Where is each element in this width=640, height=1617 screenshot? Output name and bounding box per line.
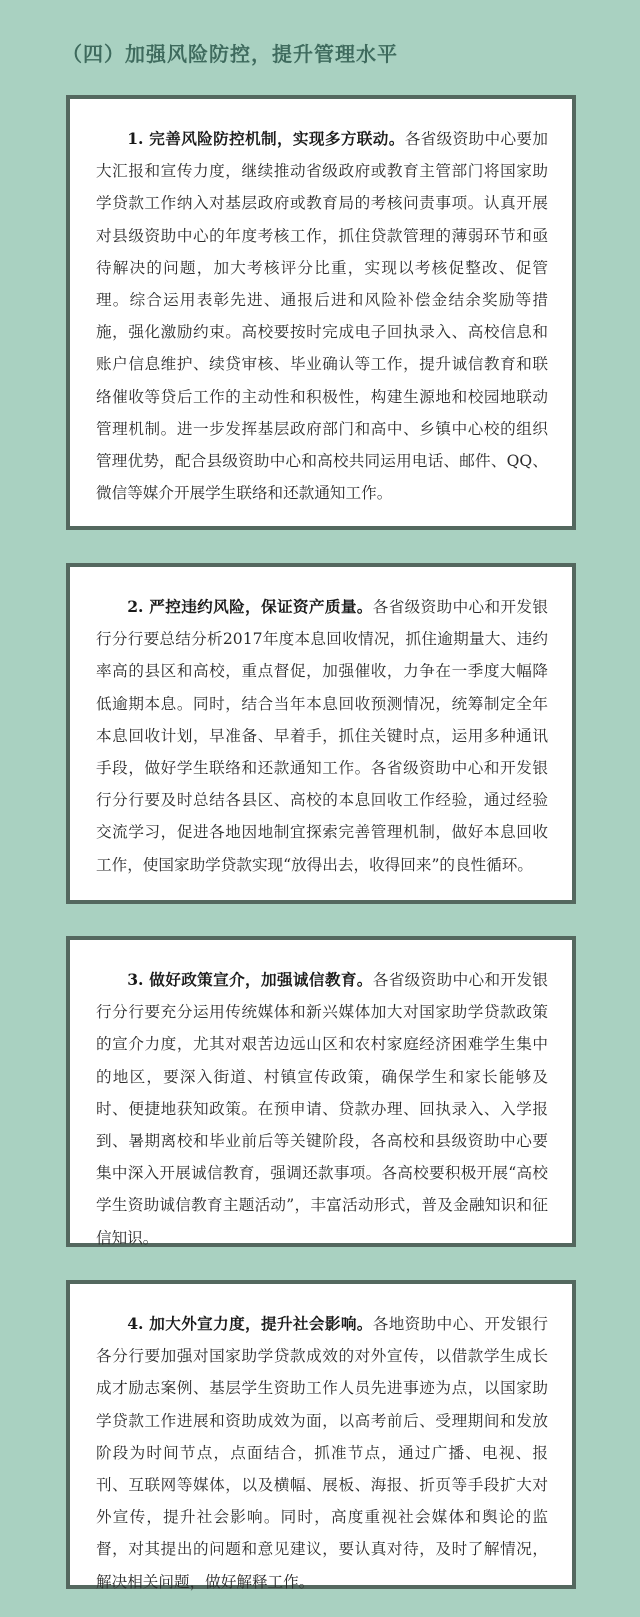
measure-card-3 (66, 936, 576, 1247)
measure-body: 各省级资助中心和开发银行分行要总结分析2017年度本息回收情况，抓住逾期量大、违约率高的县区和高校，重点督促，加强催收，力争在一季度大幅降低逾期本息。同时，结合当年本息回收预测情况，统筹制定全年本息回收计划，早准备、早着手，抓住关键时点，运用多种通讯手段，做好学生联络和还款通知工作。各省级资助中心和开发银行分行要及时总结各县区、高校的本息回收工作经验，通过经验交流学习，促进各地因地制宜探索完善管理机制，做好本息回收工作，使国家助学贷款实现“放得出去，收得回来”的良性循环。 (96, 598, 548, 874)
measure-heading: 4. 加大外宣力度，提升社会影响。 (127, 1314, 373, 1333)
measure-paragraph (96, 964, 548, 1254)
section-title: （四）加强风险防控，提升管理水平 (62, 42, 398, 66)
measure-heading: 2. 严控违约风险，保证资产质量。 (127, 597, 373, 616)
measure-body: 各地资助中心、开发银行各分行要加强对国家助学贷款成效的对外宣传，以借款学生成长成才励志案例、基层学生资助工作人员先进事迹为点，以国家助学贷款工作进展和资助成效为面，以高考前后、受理期间和发放阶段为时间节点，点面结合，抓准节点，通过广播、电视、报刊、互联网等媒体，以及横幅、展板、海报、折页等手段扩大对外宣传，提升社会影响。同时，高度重视社会媒体和舆论的监督，对其提出的问题和意见建议，要认真对待，及时了解情况，解决相关问题，做好解释工作。 (96, 1315, 548, 1591)
measure-body: 各省级资助中心和开发银行分行要充分运用传统媒体和新兴媒体加大对国家助学贷款政策的宣介力度，尤其对艰苦边远山区和农村家庭经济困难学生集中的地区，要深入街道、村镇宣传政策，确保学生和家长能够及时、便捷地获知政策。在预申请、贷款办理、回执录入、入学报到、暑期离校和毕业前后等关键阶段，各高校和县级资助中心要集中深入开展诚信教育，强调还款事项。各高校要积极开展“高校学生资助诚信教育主题活动”，丰富活动形式，普及金融知识和征信知识。 (96, 971, 548, 1247)
measure-card-4 (66, 1280, 576, 1589)
measure-body: 各省级资助中心要加大汇报和宣传力度，继续推动省级政府或教育主管部门将国家助学贷款工作纳入对基层政府或教育局的考核问责事项。认真开展对县级资助中心的年度考核工作，抓住贷款管理的薄弱环节和亟待解决的问题，加大考核评分比重，实现以考核促整改、促管理。综合运用表彰先进、通报后进和风险补偿金结余奖励等措施，强化激励约束。高校要按时完成电子回执录入、高校信息和账户信息维护、续贷审核、毕业确认等工作，提升诚信教育和联络催收等贷后工作的主动性和积极性，构建生源地和校园地联动管理机制。进一步发挥基层政府部门和高中、乡镇中心校的组织管理优势，配合县级资助中心和高校共同运用电话、邮件、QQ、微信等媒介开展学生联络和还款通知工作。 (96, 130, 548, 503)
measure-card-1 (66, 95, 576, 530)
measure-paragraph (96, 591, 548, 881)
measure-heading: 1. 完善风险防控机制，实现多方联动。 (127, 129, 405, 148)
measure-card-2 (66, 563, 576, 904)
measure-paragraph (96, 123, 548, 509)
measure-heading: 3. 做好政策宣介，加强诚信教育。 (127, 970, 373, 989)
measure-paragraph (96, 1308, 548, 1598)
